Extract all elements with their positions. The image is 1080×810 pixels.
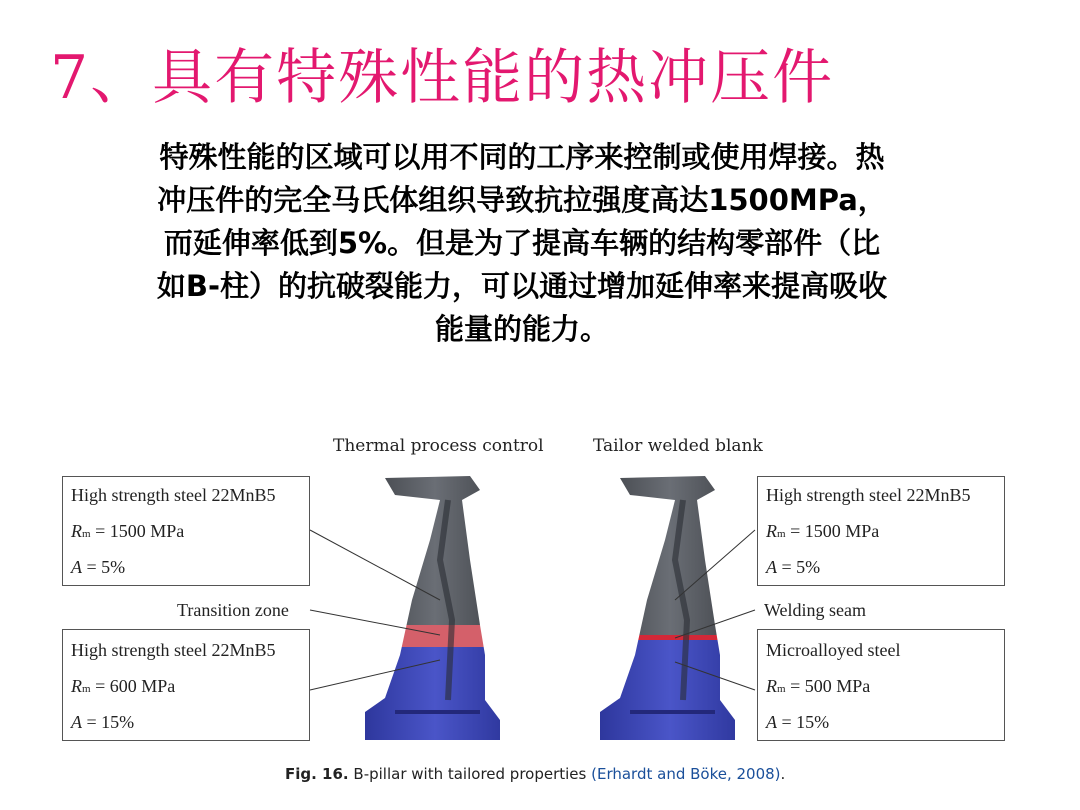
right-pillar <box>595 470 745 750</box>
a-value: = 5% <box>781 557 821 577</box>
rm-value: = 600 MPa <box>95 676 176 696</box>
a-symbol: A <box>766 712 777 732</box>
a-line <box>71 712 134 733</box>
rm-symbol: R <box>766 676 777 696</box>
box-line: High strength steel 22MnB5 <box>71 640 276 660</box>
welding-seam-label: Welding seam <box>764 600 867 620</box>
rm-value: = 1500 MPa <box>95 521 185 541</box>
slide-title: 7、具有特殊性能的热冲压件 <box>50 43 835 113</box>
a-value: = 15% <box>86 712 135 732</box>
a-line <box>766 712 829 733</box>
rm-sub: m <box>777 683 786 695</box>
left-bottom-box <box>62 629 310 741</box>
caption-label: Fig. 16. <box>285 765 349 783</box>
rm-symbol: R <box>71 676 82 696</box>
rm-value: = 500 MPa <box>790 676 871 696</box>
a-symbol: A <box>71 712 82 732</box>
paragraph-line: 冲压件的完全马氏体组织导致抗拉强度高达1500MPa， <box>157 183 887 217</box>
rm-value: = 1500 MPa <box>790 521 880 541</box>
paragraph-line: 而延伸率低到5%。但是为了提高车辆的结构零部件（比 <box>163 226 881 260</box>
left-pillar <box>360 470 510 747</box>
rm-line <box>71 521 184 542</box>
left-top-box <box>62 476 310 586</box>
a-line <box>766 557 820 578</box>
rm-line <box>71 676 175 697</box>
right-top-box <box>757 476 1005 586</box>
rm-symbol: R <box>71 521 82 541</box>
a-value: = 15% <box>781 712 830 732</box>
caption-end: . <box>780 765 786 783</box>
left-figure-heading: Thermal process control <box>333 436 544 456</box>
rm-line <box>766 521 879 542</box>
rm-sub: m <box>82 683 91 695</box>
paragraph-line: 能量的能力。 <box>434 312 609 346</box>
box-line: High strength steel 22MnB5 <box>71 485 276 505</box>
caption-reference: (Erhardt and Böke, 2008) <box>591 765 781 783</box>
a-symbol: A <box>71 557 82 577</box>
box-line: High strength steel 22MnB5 <box>766 485 971 505</box>
rm-symbol: R <box>766 521 777 541</box>
box-line: Microalloyed steel <box>766 640 901 660</box>
a-value: = 5% <box>86 557 126 577</box>
a-line <box>71 557 125 578</box>
paragraph-line: 特殊性能的区域可以用不同的工序来控制或使用焊接。热 <box>159 140 885 174</box>
rm-sub: m <box>82 528 91 540</box>
caption-text: B-pillar with tailored properties <box>353 765 587 783</box>
paragraph-line: 如B-柱）的抗破裂能力，可以通过增加延伸率来提高吸收 <box>156 269 888 303</box>
rm-sub: m <box>777 528 786 540</box>
rm-line <box>766 676 870 697</box>
a-symbol: A <box>766 557 777 577</box>
transition-zone-label: Transition zone <box>177 600 289 620</box>
right-figure-heading: Tailor welded blank <box>593 436 763 456</box>
right-bottom-box <box>757 629 1005 741</box>
figure-caption <box>285 765 785 783</box>
